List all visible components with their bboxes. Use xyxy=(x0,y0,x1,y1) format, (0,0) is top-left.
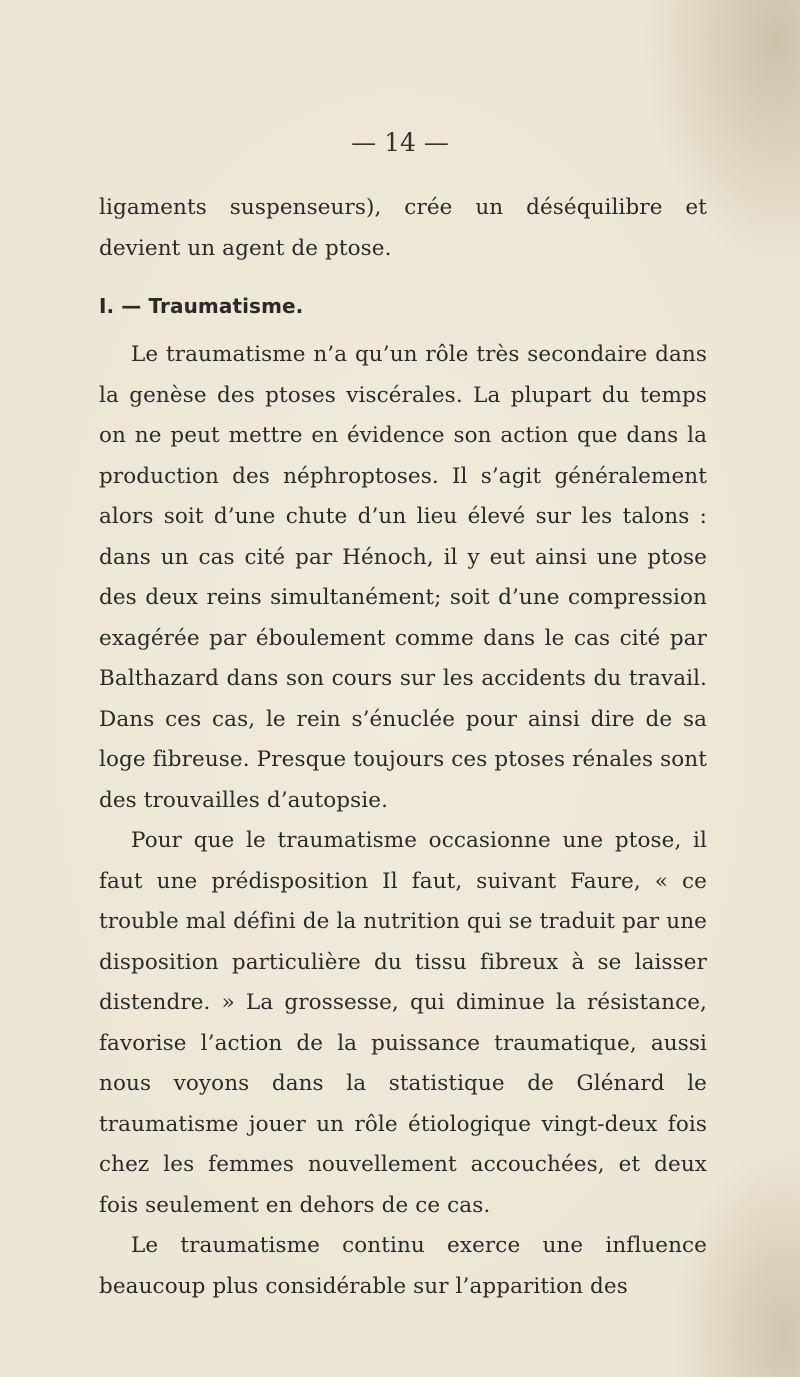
paragraph-predisposition: Pour que le traumatisme occasionne une ptose, il faut une prédisposition Il faut, suivant Faure, « ce trouble mal défini de la nutrition qui se traduit par une disposition particulière du tissu fibreux à se laisser distendre. » La grossesse, qui diminue la résistance, favorise l’action de la puissance traumatique, aussi nous voyons dans la statistique de Glénard le traumatisme jouer un rôle étiologique vingt-deux fois chez les femmes nouvellement accouchées, et deux fois seulement en dehors de ce cas. xyxy=(99,828,707,1218)
paragraph-traumatisme-continu: Le traumatisme continu exerce une influence beaucoup plus considérable sur l’apparition des xyxy=(99,1233,707,1299)
page-number: — 14 — xyxy=(351,128,449,157)
paragraph-traumatisme-role: Le traumatisme n’a qu’un rôle très secondaire dans la genèse des ptoses viscérales. La plupart du temps on ne peut mettre en évidence son action que dans la production des néphroptoses. Il s’agit généralement alors soit d’une chute d’un lieu élevé sur les talons : dans un cas cité par Hénoch, il y eut ainsi une ptose des deux reins simultanément; soit d’une compression exagérée par éboulement comme dans le cas cité par Balthazard dans son cours sur les accidents du travail. Dans ces cas, le rein s’énuclée pour ainsi dire de sa loge fibreuse. Presque toujours ces ptoses rénales sont des trouvailles d’autopsie. xyxy=(99,342,707,813)
body-text xyxy=(99,188,707,1307)
section-heading: I. — Traumatisme. xyxy=(99,294,304,318)
continuation-paragraph: ligaments suspenseurs), crée un déséquilibre et devient un agent de ptose. xyxy=(99,195,707,261)
